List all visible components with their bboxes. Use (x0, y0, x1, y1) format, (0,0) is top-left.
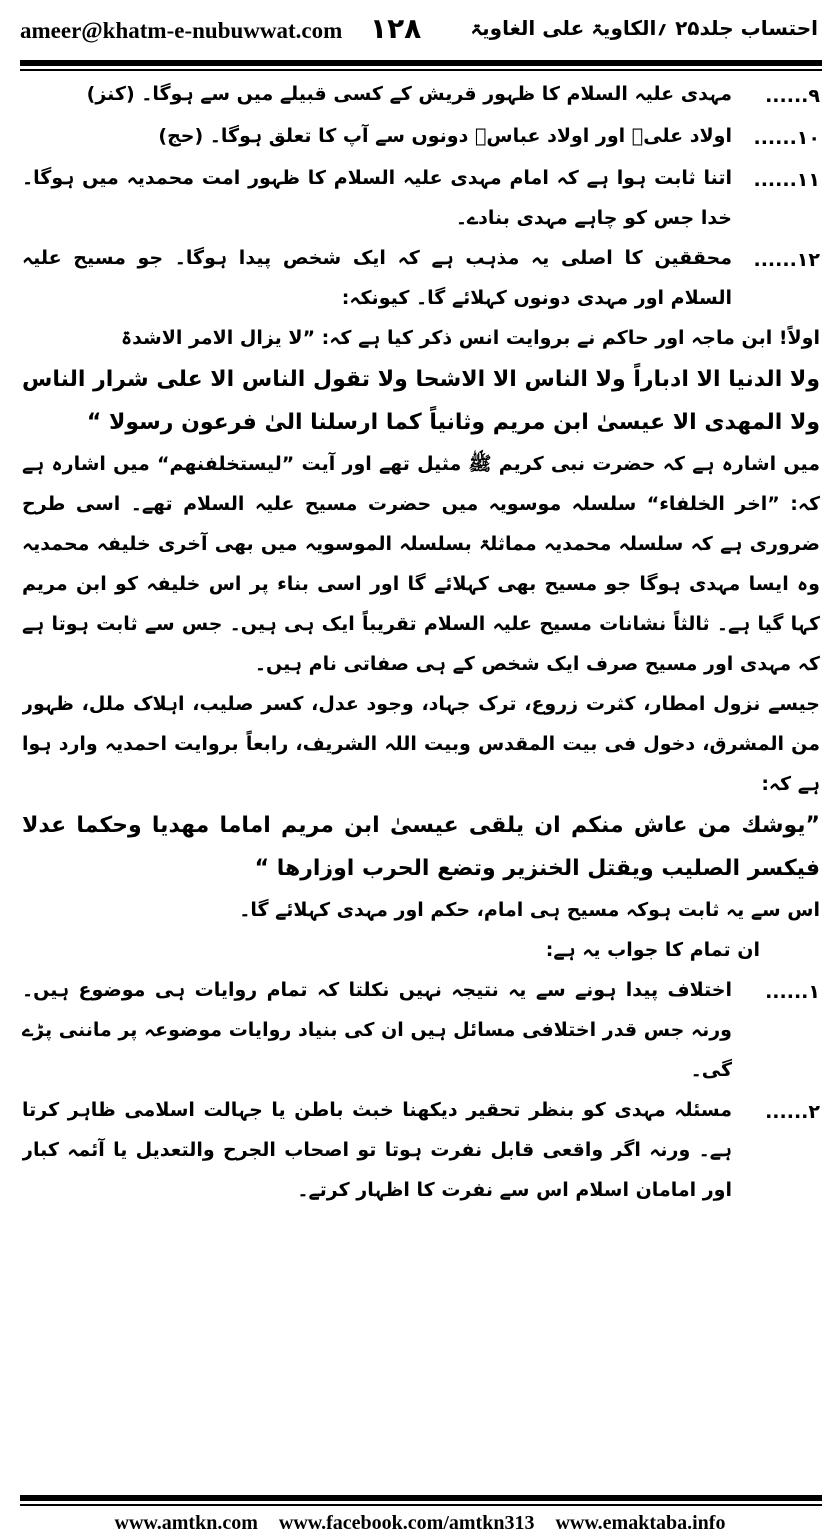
item-number: ۹...... (765, 85, 820, 107)
footer-link-amtkn[interactable]: www.amtkn.com (114, 1512, 258, 1534)
footer-link-emaktaba[interactable]: www.emaktaba.info (555, 1512, 726, 1534)
list-item (22, 970, 820, 1090)
item-number: ۱۱...... (753, 169, 820, 191)
footer-rule-thick (20, 1495, 822, 1501)
footer-link-facebook[interactable]: www.facebook.com/amtkn313 (278, 1512, 535, 1534)
page-header (0, 0, 840, 62)
item-text: اختلاف پیدا ہونے سے یہ نتیجہ نہیں نکلتا کہ تمام روایات ہی موضوع ہیں۔ ورنہ جس قدر اختلافی مسائل ہیں ان کی بنیاد روایات موضوعہ پر ماننی پڑے گی۔ (22, 979, 732, 1081)
item-text: مسئلہ مہدی کو بنظر تحقیر دیکھنا خبث باطن یا جہالت اسلامی ظاہر کرتا ہے۔ ورنہ اگر واقعی قابل نفرت ہوتا تو اصحاب الجرح والتعدیل یا آئمہ کبار اور امامان اسلام اس سے نفرت کا اظہار کرتے۔ (22, 1099, 732, 1201)
header-email: ameer@khatm-e-nubuwwat.com (20, 18, 343, 43)
list-item (22, 74, 820, 116)
paragraph-signs: جیسے نزول امطار، کثرت زروع، ترک جہاد، وجود عدل، کسر صلیب، اہلاک ملل، ظہور من المشرق، دخول فی بیت المقدس وبیت اللہ الشریف، رابعاً بروایت احمدیہ وارد ہوا ہے کہ: (22, 693, 820, 795)
footer-rule-thin (20, 1504, 822, 1506)
item-text: مہدی علیہ السلام کا ظہور قریش کے کسی قبیلے میں سے ہوگا۔ (کنز) (86, 83, 732, 105)
list-item (22, 1090, 820, 1210)
paragraph-intro: اولاً! ابن ماجہ اور حاکم نے بروایت انس ذکر کیا ہے کہ: ”لا یزال الامر الاشدۃ (120, 327, 820, 349)
list-item (22, 116, 820, 158)
item-text: اتنا ثابت ہوا ہے کہ امام مہدی علیہ السلام کا ظہور امت محمدیہ میں ہوگا۔ خدا جس کو چاہے مہدی بنادے۔ (22, 167, 732, 229)
answer-intro: ان تمام کا جواب یہ ہے: (545, 939, 760, 961)
paragraph-body: میں اشارہ ہے کہ حضرت نبی کریم ﷺ مثیل تھے اور آیت ”لیستخلفنھم“ میں اشارہ ہے کہ: ”اخر الخلفاء“ سلسلہ موسویہ میں حضرت مسیح علیہ السلام تھے۔ اسی طرح ضروری ہے کہ سلسلہ محمدیہ مماثلۃ بسلسلہ الموسویہ میں بھی آخری خلیفہ محمدیہ وہ ایسا مہدی ہوگا جو مسیح بھی کہلائے گا اور اسی بناء پر اس خلیفہ کو ابن مریم کہا گیا ہے۔ ثالثاً نشانات مسیح علیہ السلام تقریباً ایک ہی ہیں۔ جس سے ثابت ہوتا ہے کہ مہدی اور مسیح صرف ایک شخص کے ہی صفاتی نام ہیں۔ (22, 453, 820, 675)
header-rule-thin (20, 69, 822, 71)
item-number: ۱۲...... (753, 249, 820, 271)
list-item (22, 238, 820, 318)
item-text: اولاد علیؓ اور اولاد عباسؓ دونوں سے آپ کا تعلق ہوگا۔ (حج) (158, 125, 732, 147)
item-number: ۲...... (765, 1101, 820, 1123)
item-text: محققین کا اصلی یہ مذہب ہے کہ ایک شخص پیدا ہوگا۔ جو مسیح علیہ السلام اور مہدی دونوں کہلائے گا۔ کیونکہ: (22, 247, 732, 309)
arabic-quote: ولا الدنیا الا ادباراً ولا الناس الا الاشحا ولا تقول الناس الا علی شرار الناس ولا المھدی الا عیسیٰ ابن مریم وثانیاً کما ارسلنا الیٰ فرعون رسولا “ (22, 367, 820, 435)
paragraph-conclusion: اس سے یہ ثابت ہوکہ مسیح ہی امام، حکم اور مہدی کہلائے گا۔ (239, 899, 820, 921)
page-footer (0, 1507, 840, 1540)
book-title: احتساب جلد۲۵ ؍الکاویۃ علی الغاویۃ (470, 16, 818, 40)
page-body (22, 74, 820, 1474)
item-number: ۱۰...... (753, 127, 820, 149)
header-rule-thick (20, 60, 822, 66)
item-number: ۱...... (765, 981, 820, 1003)
arabic-hadith: ”یوشك من عاش منکم ان یلقی عیسیٰ ابن مریم اماما مھدیا وحکما عدلا فیکسر الصلیب ویقتل الخنزیر وتضع الحرب اوزارھا “ (22, 813, 820, 881)
list-item (22, 158, 820, 238)
page-number: ١٢٨ (370, 12, 422, 45)
